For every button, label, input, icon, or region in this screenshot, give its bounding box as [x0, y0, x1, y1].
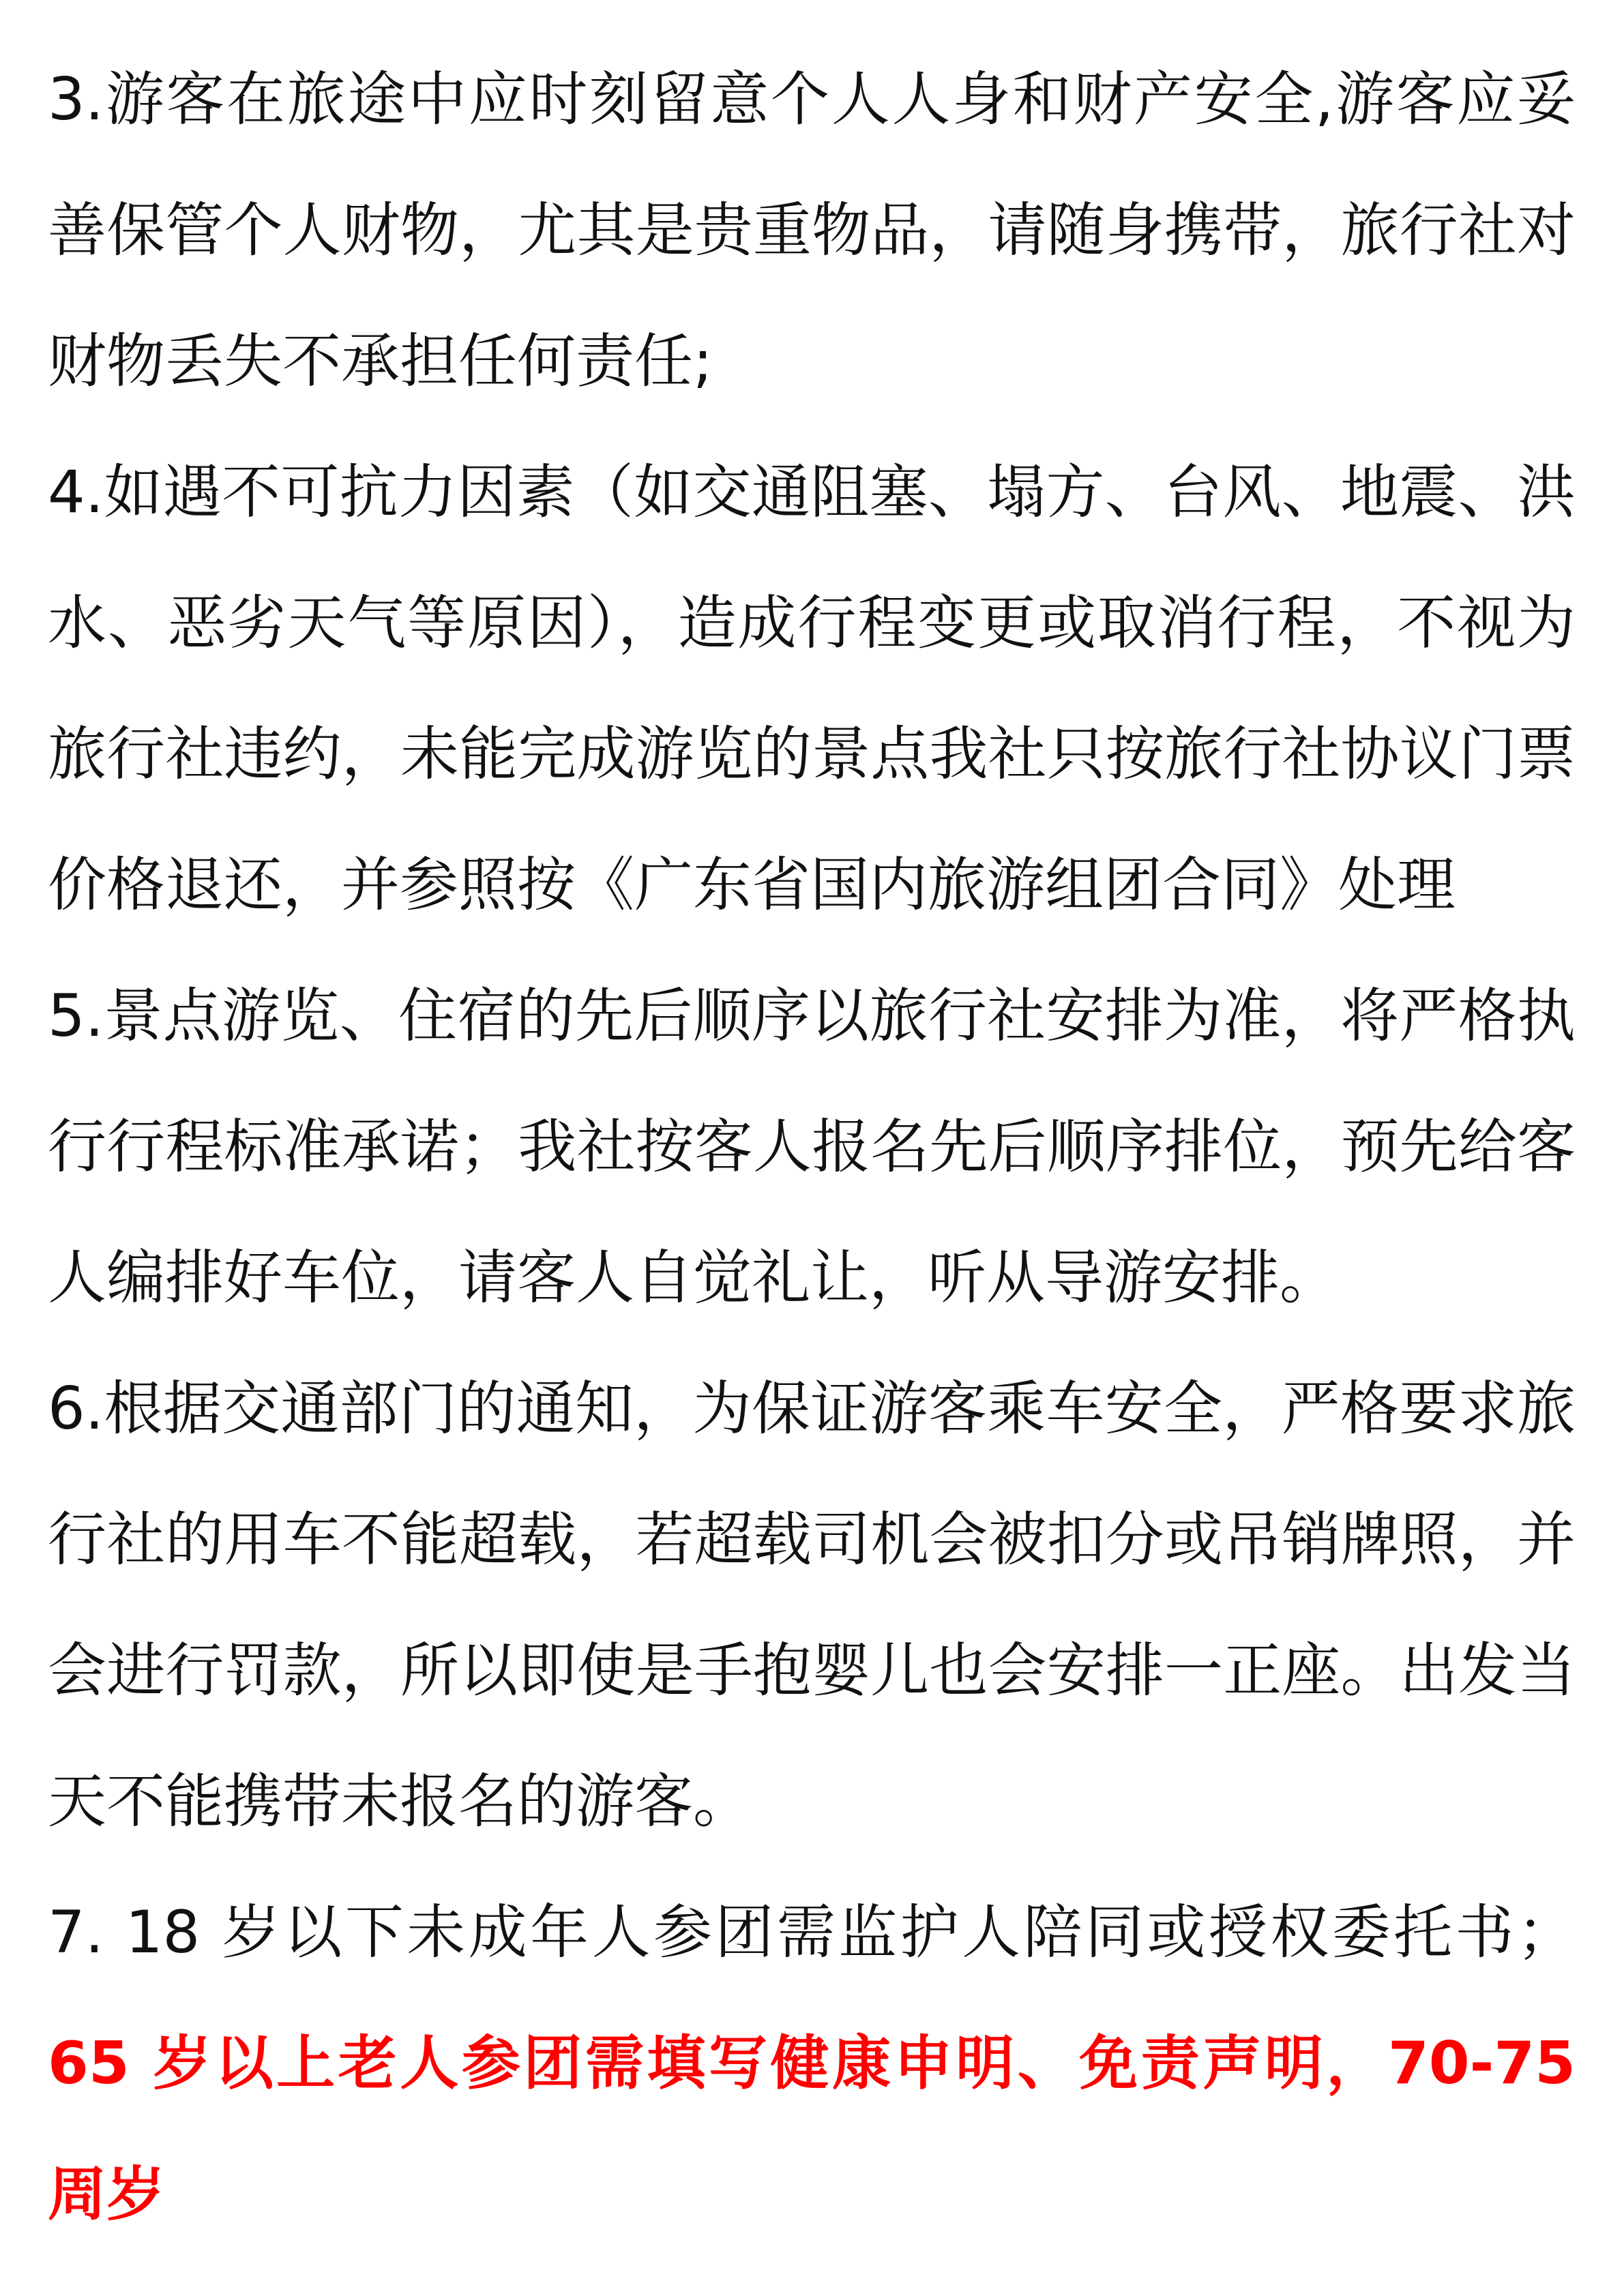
paragraph-item-6: [48, 1343, 1576, 1867]
paragraph-text: 3.游客在旅途中应时刻留意个人人身和财产安全,游客应妥善保管个人财物，尤其是贵重物品，请随身携带，旅行社对财物丢失不承担任何责任;: [48, 65, 1576, 396]
paragraph-text: 7. 18 岁以下未成年人参团需监护人陪同或授权委托书；: [48, 1898, 1576, 1967]
paragraph-item-3: [48, 34, 1576, 427]
paragraph-text: 5.景点游览、住宿的先后顺序以旅行社安排为准，将严格执行行程标准承诺；我社按客人报名先后顺序排位，预先给客人编排好车位，请客人自觉礼让，听从导游安排。: [48, 982, 1576, 1312]
paragraph-text: 6.根据交通部门的通知，为保证游客乘车安全，严格要求旅行社的用车不能超载，若超载司机会被扣分或吊销牌照，并会进行罚款，所以即使是手抱婴儿也会安排一正座。出发当天不能携带未报名的游客。: [48, 1375, 1576, 1836]
paragraph-item-7: [48, 1867, 1576, 2260]
paragraph-item-4: [48, 427, 1576, 951]
paragraph-item-5: [48, 951, 1576, 1343]
document-page: [48, 0, 1576, 2260]
paragraph-text: 4.如遇不可抗力因素（如交通阻塞、塌方、台风、地震、洪水、恶劣天气等原因），造成行程变更或取消行程，不视为旅行社违约，未能完成游览的景点我社只按旅行社协议门票价格退还，并参照按《广东省国内旅游组团合同》处理: [48, 458, 1576, 919]
highlighted-notice: 65 岁以上老人参团需填写健康申明、免责声明，70-75 周岁: [48, 2029, 1576, 2228]
